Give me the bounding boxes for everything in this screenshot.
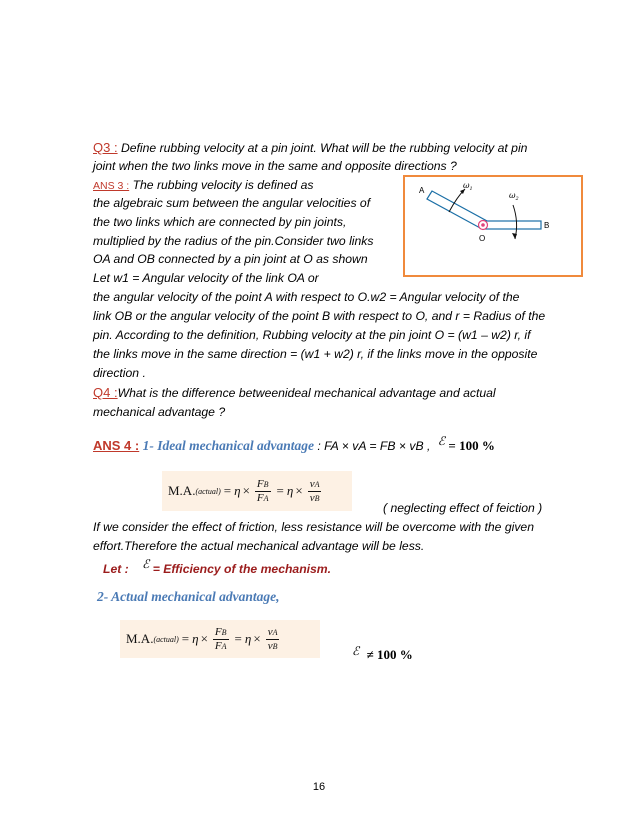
formula-box-actual xyxy=(120,620,320,658)
formula-box-ideal xyxy=(162,471,352,511)
times-1a: × xyxy=(242,483,250,498)
q3-question-line1 xyxy=(93,140,527,156)
q3-label: Q3 : xyxy=(93,140,118,155)
pin-joint-diagram xyxy=(403,175,583,277)
friction-line2: effort.Therefore the actual mechanical advantage will be less. xyxy=(93,539,425,553)
times-1b: × xyxy=(295,483,303,498)
link-oa xyxy=(427,191,487,229)
eta-2b: η xyxy=(244,631,252,646)
label-a: A xyxy=(419,186,425,195)
ans4-label: ANS 4 : xyxy=(93,438,140,453)
q3-question-line2: joint when the two links move in the same and opposite directions ? xyxy=(93,159,457,173)
q4-question-line1 xyxy=(93,385,496,401)
link-ob xyxy=(483,221,541,229)
label-o: O xyxy=(479,234,486,243)
label-omega2: $\omega_2$ xyxy=(509,191,519,202)
q3-text-line1: Define rubbing velocity at a pin joint. What will be the rubbing velocity at pin xyxy=(117,141,528,155)
ans3-line1 xyxy=(93,177,313,194)
q4-question-line2: mechanical advantage ? xyxy=(93,405,226,419)
actual-ma-heading: 2- Actual mechanical advantage, xyxy=(97,589,280,604)
ans3-label: ANS 3 : xyxy=(93,180,130,192)
not-equal-100-percent: ≠ 100 % xyxy=(366,647,413,662)
ans3-line8: link OB or the angular velocity of the point B with respect to O, and r = Radius of the xyxy=(93,309,546,323)
label-omega1: $\omega_1$ xyxy=(463,181,473,192)
ans3-line5: OA and OB connected by a pin joint at O as shown xyxy=(93,252,368,266)
neglecting-friction-note: ( neglecting effect of feiction ) xyxy=(383,501,543,515)
efficiency-symbol-3: ℰ xyxy=(352,644,360,658)
efficiency-symbol-2: ℰ xyxy=(142,557,150,571)
let-line xyxy=(103,557,332,577)
actual-ma-line xyxy=(97,589,280,605)
eta-1: η xyxy=(234,483,241,498)
ans3-line3: the two links which are connected by pin joints, xyxy=(93,215,347,229)
eq-1a: = xyxy=(223,483,232,498)
equals-100-percent: = 100 % xyxy=(448,438,495,453)
ans3-line7: the angular velocity of the point A with respect to O.w2 = Angular velocity of the xyxy=(93,290,520,304)
omega2-arrowhead xyxy=(512,233,517,239)
friction-line1: If we consider the effect of friction, less resistance will be overcome with the given xyxy=(93,520,534,534)
ma-sub-2: (actual) xyxy=(153,634,179,644)
q4-label: Q4 : xyxy=(93,385,118,400)
eq-2a: = xyxy=(181,631,190,646)
ideal-ma-heading: 1- Ideal mechanical advantage xyxy=(139,438,314,453)
ans4-line1 xyxy=(93,434,495,454)
ans3-line4: multiplied by the radius of the pin.Consider two links xyxy=(93,234,374,248)
pin-inner xyxy=(481,223,485,227)
frac-force-1: $\frac{FB}{FA}$ xyxy=(256,477,269,504)
q4-text-line1: What is the difference betweenideal mechanical advantage and actual xyxy=(117,386,496,400)
eq-2b: = xyxy=(234,631,242,646)
eta-2: η xyxy=(192,631,199,646)
let-label: Let : xyxy=(103,562,129,576)
times-2a: × xyxy=(200,631,208,646)
efficiency-definition: = Efficiency of the mechanism. xyxy=(152,562,332,576)
pin-joint-svg xyxy=(405,177,580,274)
ma-sub-1: (actual) xyxy=(195,486,221,496)
page-number: 16 xyxy=(312,781,326,793)
efficiency-symbol-1: ℰ xyxy=(437,434,446,448)
frac-velocity-2: $\frac{vA}{vB}$ xyxy=(267,625,278,652)
frac-force-2: $\frac{FB}{FA}$ xyxy=(214,625,227,652)
ans3-line2: the algebraic sum between the angular velocities of xyxy=(93,196,371,210)
ans3-line6: Let w1 = Angular velocity of the link OA or xyxy=(93,271,319,285)
eq-1b: = xyxy=(276,483,284,498)
eta-1b: η xyxy=(286,483,294,498)
frac-velocity-1: $\frac{vA}{vB}$ xyxy=(309,477,320,504)
ans3-line11: direction . xyxy=(93,366,146,380)
ans3-text-0: The rubbing velocity is defined as xyxy=(129,178,314,192)
ma-text-1: M.A. xyxy=(168,483,196,498)
ideal-relation: : FA × vA = FB × vB , xyxy=(313,439,431,453)
label-b: B xyxy=(544,221,550,230)
times-2b: × xyxy=(253,631,261,646)
not-equal-line xyxy=(352,644,413,663)
ans3-line10: the links move in the same direction = (w1 + w2) r, if the links move in the opposite xyxy=(93,347,538,361)
ma-text-2: M.A. xyxy=(126,631,154,646)
ans3-line9: pin. According to the definition, Rubbing velocity at the pin joint O = (w1 – w2) r, if xyxy=(93,328,531,342)
